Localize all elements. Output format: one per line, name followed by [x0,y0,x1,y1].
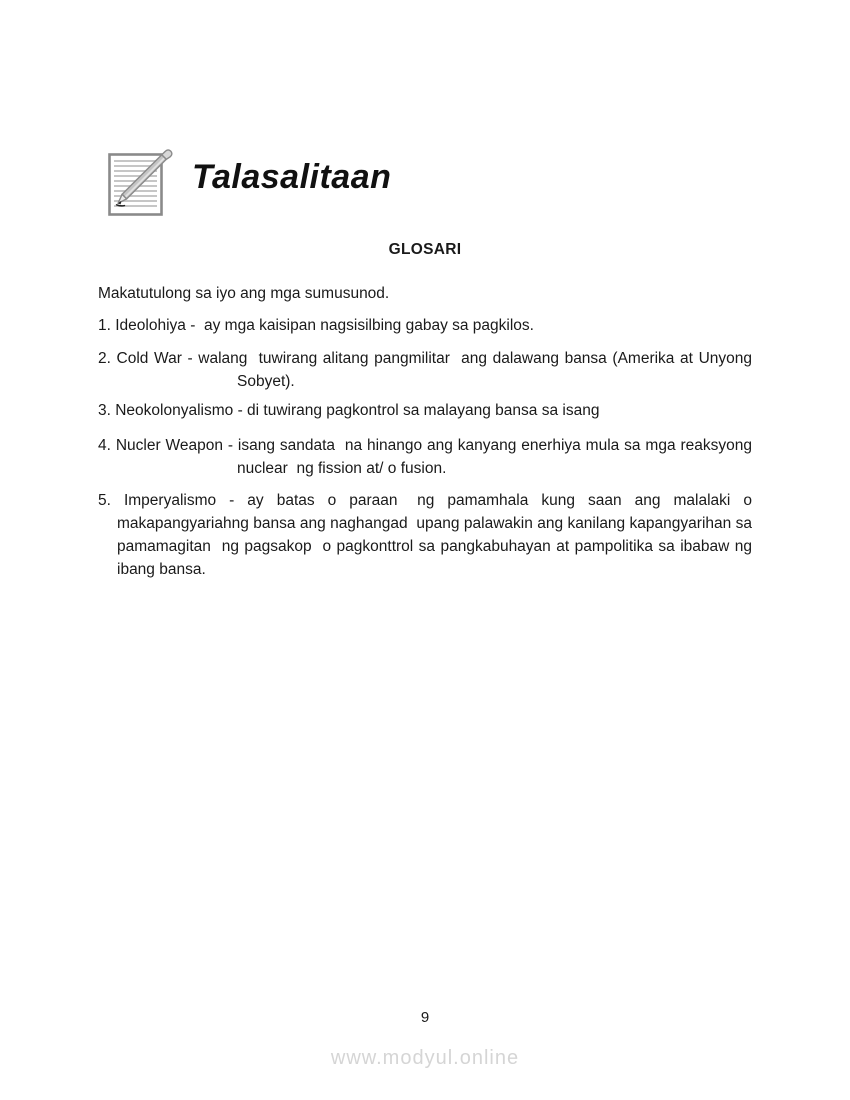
glossary-heading: GLOSARI [388,241,462,258]
glossary-item-1-line-1: 1. Ideolohiya - ay mga kaisipan nagsisilbing gabay sa pagkilos. [98,317,534,334]
glossary-item-4 [98,434,752,480]
page-number: 9 [420,1009,430,1026]
page-title: Talasalitaan [192,157,392,196]
glossary-item-5-line-4: ibang bansa. [117,561,206,578]
glossary-item-5-line-3: pamamagitan ng pagsakop o pagkonttrol sa pangkabuhayan at pampolitika sa ibabaw ng [117,538,752,555]
glossary-item-4-line-2: nuclear ng fission at/ o fusion. [237,460,447,477]
glossary-item-2-line-1: 2. Cold War - walang tuwirang alitang pangmilitar ang dalawang bansa (Amerika at Unyong [98,350,752,367]
glossary-section [98,238,752,581]
glossary-item-2 [98,347,752,393]
glossary-item-1 [98,314,752,337]
page-header [103,146,391,218]
glossary-item-4-line-1: 4. Nucler Weapon - isang sandata na hinango ang kanyang enerhiya mula sa mga reaksyong [98,437,752,454]
glossary-item-2-line-2: Sobyet). [237,373,295,390]
watermark: www.modyul.online [330,1047,520,1069]
glossary-item-5 [98,489,752,581]
glossary-intro: Makatutulong sa iyo ang mga sumusunod. [98,285,390,302]
paper-and-pencil-icon [103,146,179,218]
glossary-item-3-line-1: 3. Neokolonyalismo - di tuwirang pagkontrol sa malayang bansa sa isang [98,402,600,419]
glossary-item-3 [98,399,752,422]
glossary-item-5-line-1: 5. Imperyalismo - ay batas o paraan ng pamamhala kung saan ang malalaki o [98,492,752,509]
glossary-item-5-line-2: makapangyariahng bansa ang naghangad upang palawakin ang kanilang kapangyarihan sa [117,515,752,532]
